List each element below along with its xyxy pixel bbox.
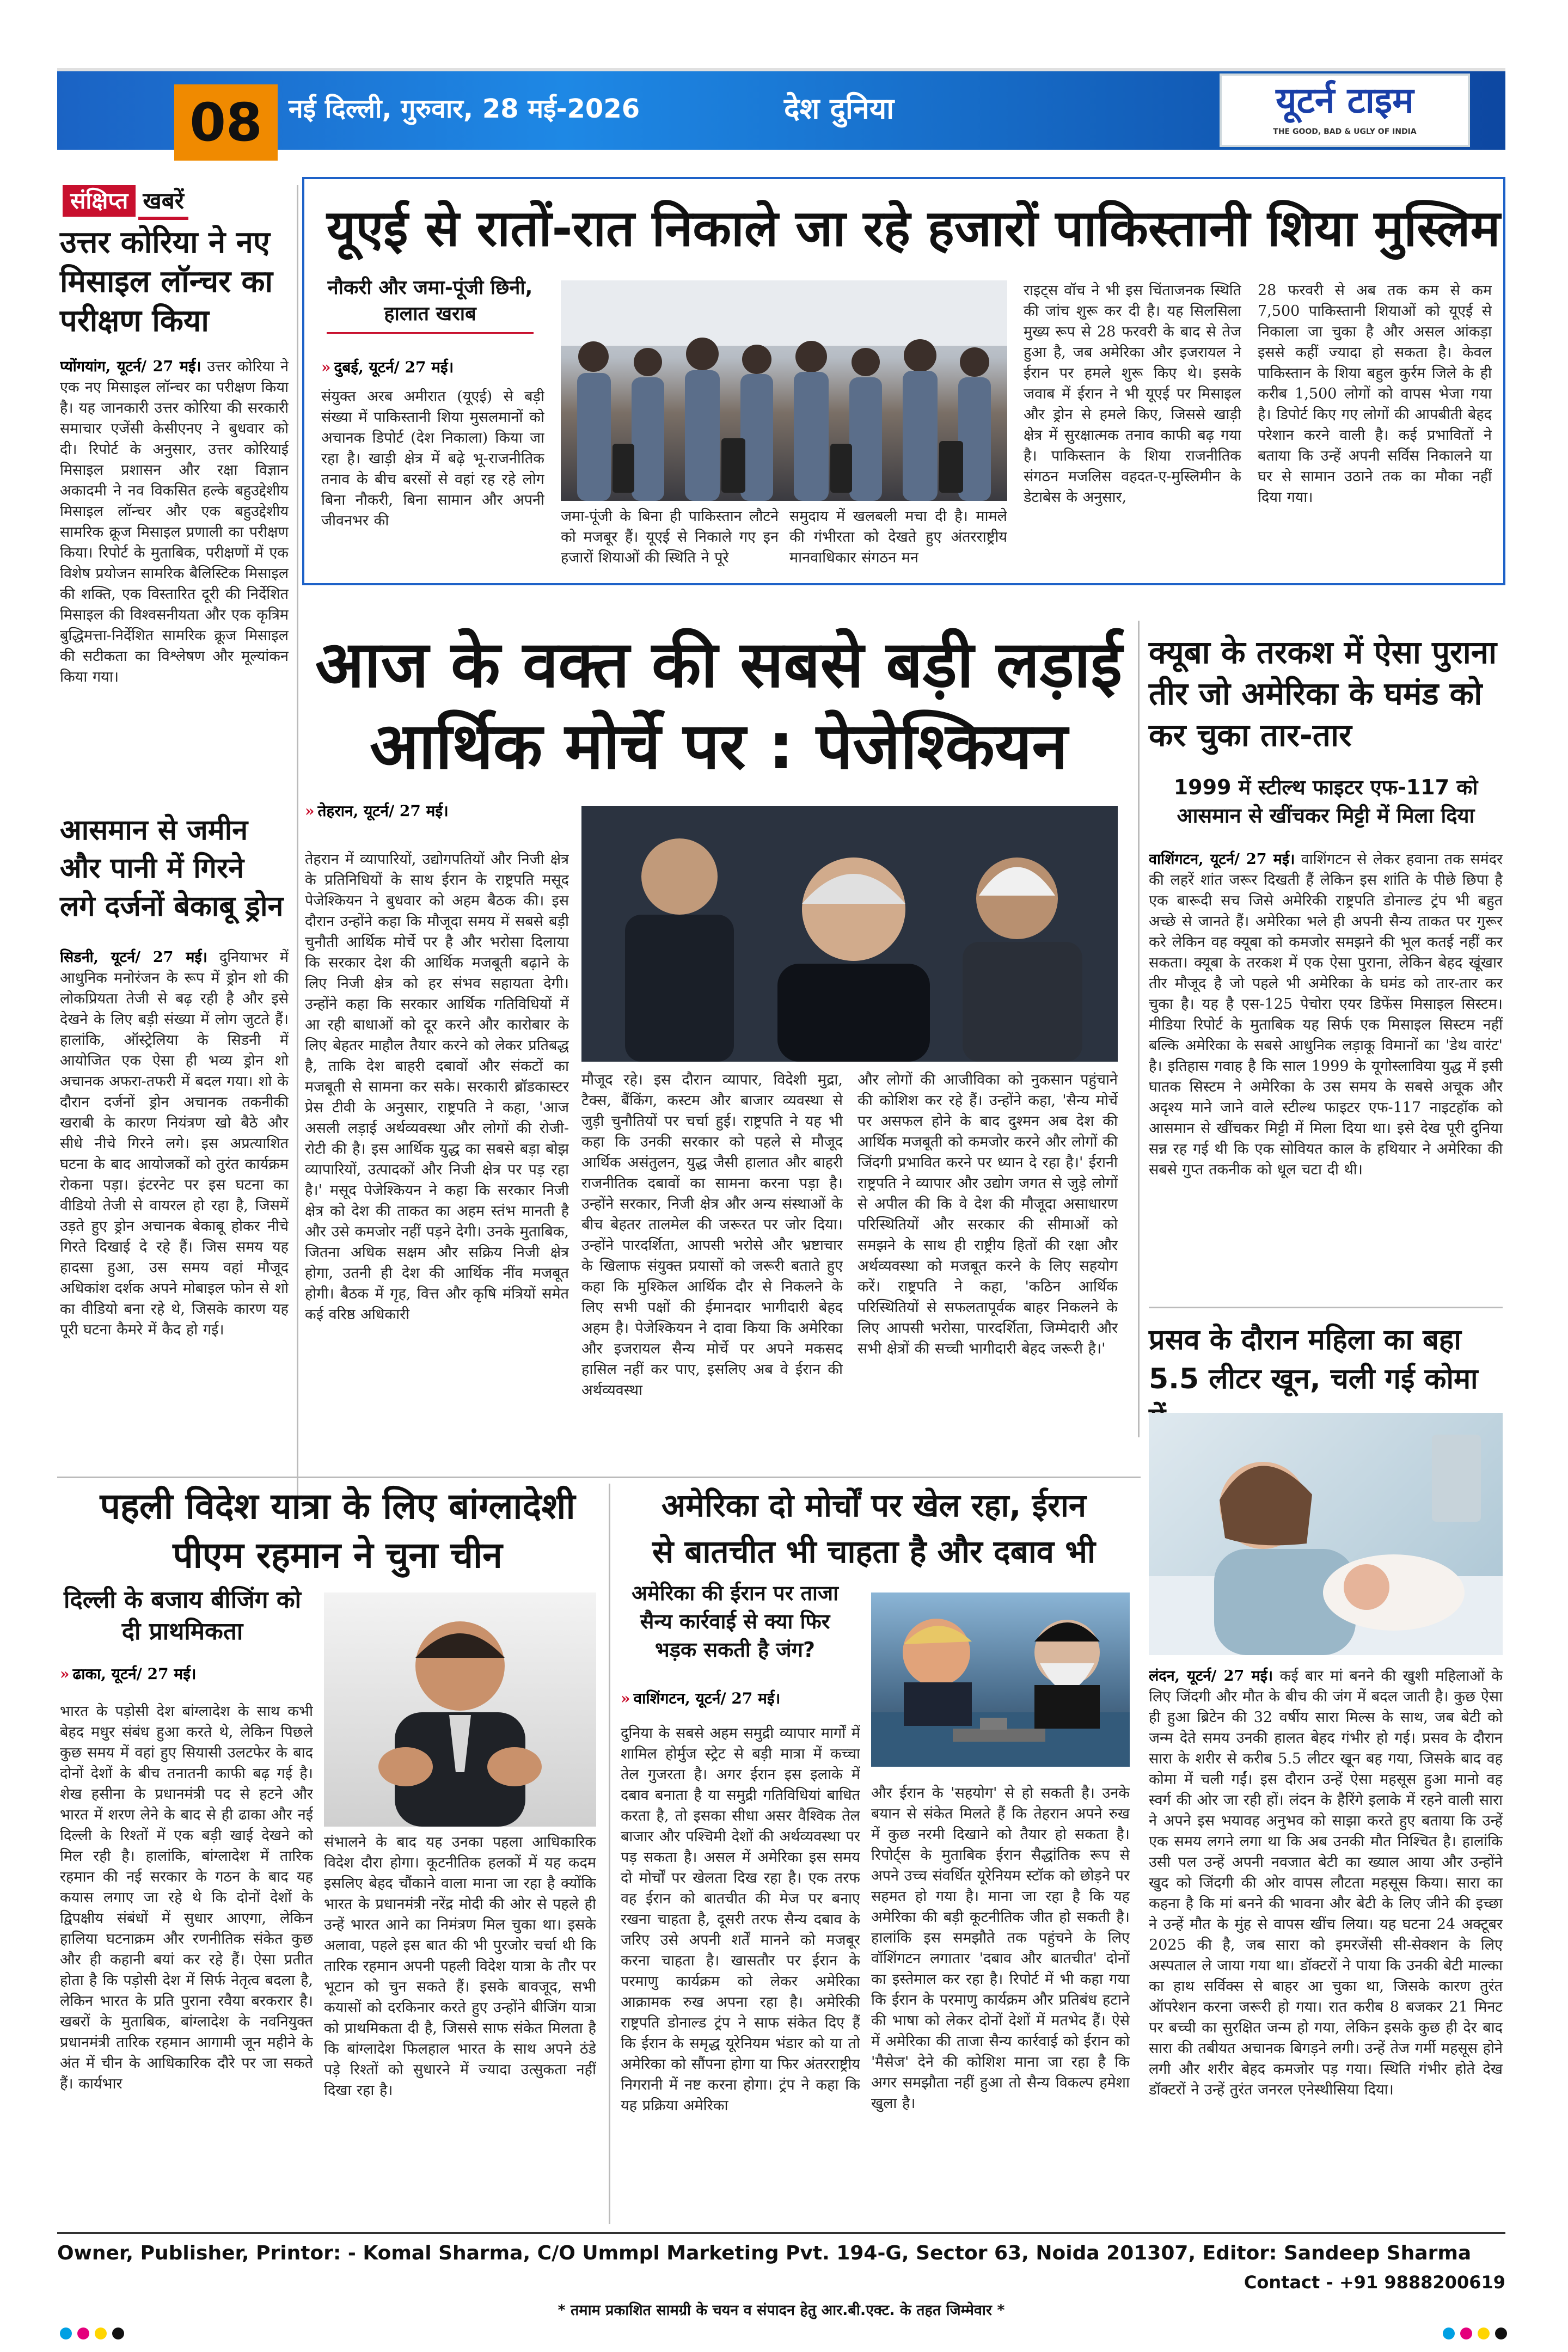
page-number: 08 xyxy=(189,92,262,153)
cuba-subhead: 1999 में स्टील्थ फाइटर एफ-117 को आसमान से खींचकर मिट्टी में मिला दिया xyxy=(1173,775,1478,828)
bangla-headline-1: पहली विदेश यात्रा के लिए बांग्लादेशी xyxy=(100,1485,575,1527)
brief-2-text: दुनियाभर में आधुनिक मनोरंजन के रूप में ड्रोन शो की लोकप्रियता तेजी से बढ़ रही है और इसे देखने के लिए बड़ी संख्या में लोग जुटते हैं। हालांकि, ऑस्ट्रेलिया के सिडनी में आयोजित एक ऐसा ही भव्य ड्रोन शो अचानक अफरा-तफरी में बदल गया। शो के दौरान दर्जनों ड्रोन अचानक तकनीकी खराबी के कारण नियंत्रण खो बैठे और सीधे नीचे गिरने लगे। इस अप्रत्याशित घटना के बाद आयोजकों को तुरंत कार्यक्रम रोकना पड़ा। इंटरनेट पर इस घटना का वीडियो तेजी से वायरल हो रहा है, जिसमें उड़ते हुए ड्रोन अचानक बेकाबू होकर नीचे गिरते दिखाई दे रहे हैं। जिस समय यह हादसा हुआ, उस समय वहां मौजूद अधिकांश दर्शक अपने मोबाइल फोन से शो का वीडियो बना रहे थे, जिसके कारण यह पूरी घटना कैमरे में कैद हो गई। xyxy=(60,949,289,1338)
bangla-iran-divider xyxy=(609,1484,610,2224)
us-iran-col1: दुनिया के सबसे अहम समुद्री व्यापार मार्गों में शामिल होर्मुज स्ट्रेट से बड़ी मात्रा में कच्चा तेल गुजरता है। अगर ईरान इस इलाके में दबाव बनाता है या समुद्री गतिविधियां बाधित करता है, तो इसका सीधा असर वैश्विक तेल बाजार और पश्चिमी देशों की अर्थव्यवस्था पर पड़ सकता है। असल में अमेरिका इस समय दो मोर्चों पर खेलता दिख रहा है। एक तरफ वह ईरान को बातचीत की मेज पर बनाए रखना चाहता है, दूसरी तरफ सैन्य दबाव के जरिए उसे अपनी शर्तें मानने को मजबूर करना चाहता है। खासतौर पर ईरान के परमाणु कार्यक्रम को लेकर अमेरिका आक्रामक रुख अपना रहा है। अमेरिकी राष्ट्रपति डोनाल्ड ट्रंप ने साफ संकेत दिए हैं कि ईरान के समृद्ध यूरेनियम भंडार को या तो अमेरिका को सौंपना होगा या फिर अंतरराष्ट्रीय निगरानी में नष्ट करना होगा। ट्रंप ने कहा कि यह प्रक्रिया अमेरिका xyxy=(621,1725,860,2114)
bangla-col1: भारत के पड़ोसी देश बांग्लादेश के साथ कभी बेहद मधुर संबंध हुआ करते थे, लेकिन पिछले कुछ समय में वहां हुए सियासी उलटफेर के बाद दोनों देशों के बीच तनातनी काफी बढ़ गई है। शेख हसीना के प्रधानमंत्री पद से हटने और भारत में शरण लेने के बाद से ही ढाका और नई दिल्ली के रिश्तों में एक बड़ी खाई देखने को मिल रही है। हालांकि, बांग्लादेश में तारिक रहमान की नई सरकार के गठन के बाद यह कयास लगाए जा रहे थे कि दोनों देशों के द्विपक्षीय संबंधों में सुधार आएगा, लेकिन हालिया घटनाक्रम और रणनीतिक संकेत कुछ और ही कहानी बयां कर रहे हैं। ऐसा प्रतीत होता है कि पड़ोसी देश में सिर्फ नेतृत्व बदला है, लेकिन भारत के प्रति पुराना रवैया बरकरार है। खबरों के मुताबिक, बांग्लादेश के नवनियुक्त प्रधानमंत्री तारिक रहमान आगामी जून महीने के अंत में चीन के आधिकारिक दौरे पर जा सकते हैं। कार्यभार xyxy=(60,1703,313,2092)
mid-story-col1: तेहरान में व्यापारियों, उद्योगपतियों और निजी क्षेत्र के प्रतिनिधियों के साथ ईरान के राष्ट्रपति मसूद पेजेश्कियन ने बुधवार को अहम बैठक की। इस दौरान उन्होंने कहा कि मौजूदा समय में सबसे बड़ी चुनौती आर्थिक मोर्चे पर है और भरोसा दिलाया कि सरकार देश की आर्थिक मजबूती बढ़ाने के लिए निजी क्षेत्र को हर संभव सहायता देगी। उन्होंने कहा कि सरकार आर्थिक गतिविधियों में आ रही बाधाओं को दूर करने और कारोबार के लिए बेहतर माहौल तैयार करने को लेकर प्रतिबद्ध है, ताकि देश बाहरी दबावों और संकटों का मजबूती से सामना कर सके। सरकारी ब्रॉडकास्टर प्रेस टीवी के अनुसार, राष्ट्रपति ने कहा, 'आज असली लड़ाई अर्थव्यवस्था और लोगों की रोजी-रोटी की है। इस आर्थिक युद्ध का सबसे बड़ा बोझ व्यापारियों, उत्पादकों और निजी क्षेत्र पर पड़ रहा है।' मसूद पेजेश्कियन ने कहा कि सरकार निजी क्षेत्र को देश की ताकत का अहम स्तंभ मानती है और उसे कमजोर नहीं पड़ने देगी। उनके मुताबिक, जितना अधिक सक्षम और सक्रिय निजी क्षेत्र होगा, उतनी ही देश की आर्थिक नींव मजबूत होगी। बैठक में गृह, वित्त और कृषि मंत्रियों समेत कई वरिष्ठ अधिकारी xyxy=(305,851,569,1323)
mother-baby-photo xyxy=(1149,1413,1503,1655)
mid-story-col3: और लोगों की आजीविका को नुकसान पहुंचाने की कोशिश कर रहे हैं। उन्होंने कहा, 'सैन्य मोर्चे पर असफल होने के बाद दुश्मन अब देश की आर्थिक मजबूती को कमजोर करने और लोगों की जिंदगी प्रभावित करने पर ध्यान दे रहा है।' ईरानी राष्ट्रपति ने व्यापार और उद्योग जगत से जुड़े लोगों से अपील की कि वे देश की मौजूदा असाधारण परिस्थितियों और सरकार की सीमाओं को समझने के साथ ही राष्ट्रीय हितों की रक्षा और अर्थव्यवस्था को मजबूत करने के लिए सहयोग करें। राष्ट्रपति ने कहा, 'कठिन आर्थिक परिस्थितियों से सफलतापूर्वक बाहर निकलने के लिए आपसी भरोसा, पारदर्शिता, जिम्मेदारी और सभी क्षेत्रों की सच्ची भागीदारी बेहद जरूरी है।' xyxy=(857,1071,1118,1357)
contact-line: Contact - +91 9888200619 xyxy=(1244,2272,1505,2293)
mid-right-divider xyxy=(1138,621,1140,1437)
top-story-col2b: समुदाय में खलबली मचा दी है। मामले की गंभीरता को देखते हुए अंतरराष्ट्रीय मानवाधिकार संगठन मन xyxy=(789,508,1007,566)
bangla-dateline: » ढाका, यूटर्न/ 27 मई। xyxy=(60,1665,197,1683)
brief-2-headline: आसमान से जमीन और पानी में गिरने लगे दर्जनों बेकाबू ड्रोन xyxy=(60,814,284,923)
logo-tagline: THE GOOD, BAD & UGLY OF INDIA xyxy=(1273,127,1417,136)
us-iran-headline-1: अमेरिका दो मोर्चों पर खेल रहा, ईरान xyxy=(661,1487,1087,1524)
mid-story-col2: मौजूद रहे। इस दौरान व्यापार, विदेशी मुद्रा, टैक्स, बैंकिंग, कस्टम और बाजार व्यवस्था से जुड़ी चुनौतियों पर चर्चा हुई। राष्ट्रपति ने यह भी कहा कि उनकी सरकार को पहले से मौजूद आर्थिक असंतुलन, युद्ध जैसी हालात और बाहरी राजनीतिक दबावों का सामना करना पड़ा है। उन्होंने सरकार, निजी क्षेत्र और अन्य संस्थाओं के बीच बेहतर तालमेल की जरूरत पर जोर दिया। उन्होंने पारदर्शिता, आपसी भरोसे और भ्रष्टाचार के खिलाफ संयुक्त प्रयासों को जरूरी बताते हुए कहा कि मुश्किल आर्थिक दौर से निकलने के लिए सभी पक्षों की ईमानदार भागीदारी बेहद अहम है। पेजेश्कियन ने दावा किया कि अमेरिका और इजरायल सैन्य मोर्चे पर अपने मकसद हासिल नहीं कर पाए, इसलिए अब वे ईरान की अर्थव्यवस्था xyxy=(581,1071,843,1399)
reg-dot xyxy=(60,2328,72,2339)
brief-label-red: संक्षिप्त xyxy=(63,185,136,217)
cuba-body xyxy=(1149,849,1503,1328)
us-iran-col2: और ईरान के 'सहयोग' से हो सकती है। उनके बयान से संकेत मिलते हैं कि तेहरान अपने रुख में कुछ नरमी दिखाने को तैयार हो सकता है। रिपोर्ट्स के मुताबिक ईरान सैद्धांतिक रूप से अपने उच्च संवर्धित यूरेनियम स्टॉक को छोड़ने पर सहमत हो गया है। माना जा रहा है कि यह अमेरिका की बड़ी कूटनीतिक जीत हो सकती है। हालांकि इस समझौते तक पहुंचने के लिए वॉशिंगटन लगातार 'दबाव और बातचीत' दोनों का इस्तेमाल कर रहा है। रिपोर्ट में भी कहा गया कि ईरान के परमाणु कार्यक्रम और प्रतिबंध हटाने की भाषा को लेकर दोनों देशों में मतभेद हैं। ऐसे में अमेरिका की ताजा सैन्य कार्रवाई को ईरान को 'मैसेज' देने की कोशिश माना जा रहा है कि अगर समझौता नहीं हुआ तो सैन्य विकल्प हमेशा खुला है। xyxy=(871,1785,1130,2112)
top-story-col3: राइट्स वॉच ने भी इस चिंताजनक स्थिति की जांच शुरू कर दी है। यह सिलसिला मुख्य रूप से 28 फरवरी के बाद से तेज हुआ है, जब अमेरिका और इजरायल ने ईरान पर हमले शुरू किए थे। इसके जवाब में ईरान ने भी यूएई पर मिसाइल और ड्रोन से हमले किए, जिससे खाड़ी क्षेत्र में सुरक्षात्मक तनाव काफी बढ़ गया है। पाकिस्तान के शिया राजनीतिक संगठन मजलिस वहदत-ए-मुस्लिमीन के डेटाबेस के अनुसार, xyxy=(1024,282,1241,506)
brief-label-black: खबरें xyxy=(138,185,188,220)
top-story-col2a: जमा-पूंजी के बिना ही पाकिस्तान लौटने को मजबूर हैं। यूएई से निकाले गए इन हजारों शियाओं की स्थिति ने पूरे xyxy=(561,508,779,566)
top-story-dateline: » दुबई, यूटर्न/ 27 मई। xyxy=(321,358,454,376)
top-story-headline: यूएई से रातों-रात निकाले जा रहे हजारों पाकिस्तानी शिया मुस्लिम xyxy=(327,199,1500,258)
top-story-sub-underline xyxy=(327,332,534,334)
brief-label xyxy=(63,185,286,218)
deportation-photo xyxy=(561,280,1007,501)
us-iran-headline-2: से बातचीत भी चाहता है और दबाव भी xyxy=(652,1533,1096,1570)
top-story-col1: संयुक्त अरब अमीरात (यूएई) से बड़ी संख्या में पाकिस्तानी शिया मुसलमानों को अचानक डिपोर्ट (देश निकाला) किया जा रहा है। खाड़ी क्षेत्र में बढ़े भू-राजनीतिक तनाव के बीच बरसों से वहां रह रहे लोग बिना नौकरी, बिना सामान और अपनी जीवनभर की xyxy=(321,388,544,529)
edition-date: नई दिल्ली, गुरुवार, 28 मई-2026 xyxy=(289,94,640,124)
pezeshkian-photo xyxy=(581,806,1118,1062)
pregnancy-text: कई बार मां बनने की खुशी महिलाओं के लिए जिंदगी और मौत के बीच की जंग में बदल जाती है। कुछ ऐसा ही हुआ ब्रिटेन की 32 वर्षीय सारा मिल्स के साथ, जब बेटी को जन्म देते समय उनकी हालत बेहद गंभीर हो गई। प्रसव के दौरान सारा के शरीर से करीब 5.5 लीटर खून बह गया, जिसके बाद वह कोमा में चली गईं। इस दौरान उन्हें ऐसा महसूस हुआ मानो वह स्वर्ग की ओर जा रही हों। लंदन के हैरिंगे इलाके में रहने वाली सारा ने अपने इस भयावह अनुभव को साझा करते हुए बताया कि उन्हें एक समय लगने लगा था कि अब उनकी मौत निश्चित है। हालांकि उसी पल उन्हें अपनी नवजात बेटी का ख्याल आया और उन्होंने खुद को जिंदगी की ओर वापस लौटता महसूस किया। सारा का कहना है कि मां बनने की भावना और बेटी के लिए जीने की इच्छा ने उन्हें मौत के मुंह से वापस खींच लिया। यह घटना 24 अक्टूबर 2025 की है, जब सारा को इमरजेंसी सी-सेक्शन के लिए अस्पताल ले जाया गया था। डॉक्टरों ने पाया कि उनकी बेटी माल्का का हाथ सर्विक्स से बाहर आ चुका था, जिसके कारण तुरंत ऑपरेशन करना जरूरी हो गया। रात करीब 8 बजकर 21 मिनट पर बच्ची का सुरक्षित जन्म हो गया, लेकिन इसके कुछ ही देर बाद सारा की तबीयत अचानक बिगड़ने लगी। उन्हें तेज गर्मी महसूस होने लगी और शरीर बेहद कमजोर पड़ गया। स्थिति गंभीर होते देख डॉक्टरों ने उन्हें तुरंत जनरल एनेस्थीसिया दिया। xyxy=(1149,1668,1503,2098)
pregnancy-dateline: लंदन, यूटर्न/ 27 मई। xyxy=(1149,1668,1273,1685)
bangla-col2: संभालने के बाद यह उनका पहला आधिकारिक विदेश दौरा होगा। कूटनीतिक हलकों में यह कदम इसलिए बेहद चौंकाने वाला माना जा रहा है क्योंकि भारत के प्रधानमंत्री नरेंद्र मोदी की ओर से पहले ही उन्हें भारत आने का निमंत्रण मिल चुका था। इसके अलावा, पहले इस बात की भी पुरजोर चर्चा थी कि तारिक रहमान अपनी पहली विदेश यात्रा के तौर पर भूटान को चुन सकते हैं। इसके बावजूद, सभी कयासों को दरकिनार करते हुए उन्होंने बीजिंग यात्रा को प्राथमिकता दी है, जिससे साफ संकेत मिलता है कि बांग्लादेश फिलहाल भारत के साथ अपने ठंडे पड़े रिश्तों को सुधारने में ज्यादा उत्सुकता नहीं दिखा रहा है। xyxy=(324,1834,596,2099)
tarique-rahman-photo xyxy=(324,1592,596,1827)
newspaper-logo: यूटर्न टाइम xyxy=(1276,79,1414,121)
brief-1-headline: उत्तर कोरिया ने नए मिसाइल लॉन्चर का परीक्षण किया xyxy=(60,225,273,339)
leaders-ships-illustration xyxy=(871,1592,1130,1767)
reg-dot xyxy=(77,2328,89,2339)
reg-dot xyxy=(1460,2328,1472,2339)
brief-1-text: उत्तर कोरिया ने एक नए मिसाइल लॉन्चर का परीक्षण किया है। यह जानकारी उत्तर कोरिया की सरकारी समाचार एजेंसी केसीएनए ने बुधवार को दी। रिपोर्ट के अनुसार, उत्तर कोरियाई मिसाइल प्रशासन और रक्षा विज्ञान अकादमी ने नव विकसित हल्के बहुउद्देशीय मिसाइल लॉन्चर और एक बहुउद्देशीय सामरिक क्रूज मिसाइल प्रणाली का परीक्षण किया। रिपोर्ट के मुताबिक, परीक्षणों में एक विशेष प्रयोजन सामरिक बैलिस्टिक मिसाइल की शक्ति, एक विस्तारित दूरी की निर्देशित मिसाइल की विश्वसनीयता और एक कृत्रिम बुद्धिमत्ता-निर्देशित सामरिक क्रूज मिसाइल की सटीकता का विश्लेषण और मूल्यांकन किया गया। xyxy=(60,358,289,685)
left-column-divider xyxy=(297,185,298,1503)
reg-dot xyxy=(1495,2328,1507,2339)
brief-1-body xyxy=(60,357,289,787)
mid-story-dateline: » तेहरान, यूटर्न/ 27 मई। xyxy=(305,802,449,820)
us-iran-subhead: अमेरिका की ईरान पर ताजा सैन्य कार्रवाई से क्या फिर भड़क सकती है जंग? xyxy=(632,1581,838,1662)
disclaimer-line: * तमाम प्रकाशित सामग्री के चयन व संपादन हेतु आर.बी.एक्ट. के तहत जिम्मेवार * xyxy=(558,2302,1005,2319)
cuba-bottom-rule xyxy=(1149,1307,1503,1308)
footer-rule xyxy=(57,2232,1505,2234)
leader-illustration xyxy=(324,1592,596,1827)
reg-dot xyxy=(1478,2328,1490,2339)
section-title: देश दुनिया xyxy=(784,91,895,126)
reg-dot xyxy=(95,2328,107,2339)
mother-baby-illustration xyxy=(1149,1413,1503,1655)
brief-1-dateline: प्योंगयांग, यूटर्न/ 27 मई। xyxy=(60,358,201,375)
imprint-line: Owner, Publisher, Printor: - Komal Sharma, C/O Ummpl Marketing Pvt. 194-G, Sector 63, Noida 201307, Editor: Sandeep Sharma xyxy=(57,2242,1472,2264)
lower-divider xyxy=(57,1477,1141,1478)
brief-2-dateline: सिडनी, यूटर्न/ 27 मई। xyxy=(60,949,207,966)
top-story-col4: 28 फरवरी से अब तक कम से कम 7,500 पाकिस्तानी शियाओं को यूएई से निकाला जा चुका है और असल आंकड़ा इससे कहीं ज्यादा हो सकता है। केवल पाकिस्तान के शिया बहुल कुर्रम जिले के ही करीब 1,500 लोगों को वापस भेजा गया है। डिपोर्ट किए गए लोगों की आपबीती बेहद परेशान करने वाली है। कई प्रभावितों ने बताया कि उन्हें अपनी सर्विस निकालने या घर से सामान उठाने तक का मौका नहीं दिया गया। xyxy=(1258,282,1492,506)
cuba-headline: क्यूबा के तरकश में ऐसा पुराना तीर जो अमेरिका के घमंड को कर चुका तार-तार xyxy=(1149,634,1497,754)
reg-dot xyxy=(1443,2328,1455,2339)
reg-dot xyxy=(112,2328,124,2339)
mid-story-headline-2: आर्थिक मोर्चे पर : पेजेश्कियन xyxy=(370,708,1068,783)
trump-khamenei-photo xyxy=(871,1592,1130,1767)
mid-story-headline-1: आज के वक्त की सबसे बड़ी लड़ाई xyxy=(315,627,1123,702)
top-story-subhead: नौकरी और जमा-पूंजी छिनी, हालात खराब xyxy=(327,277,533,325)
brief-2-body xyxy=(60,947,289,1503)
pregnancy-headline: प्रसव के दौरान महिला का बहा 5.5 लीटर खून, चली गई कोमा xyxy=(1149,1324,1478,1395)
pregnancy-body xyxy=(1149,1666,1503,2210)
bangla-headline-2: पीएम रहमान ने चुना चीन xyxy=(173,1534,503,1576)
meeting-illustration xyxy=(581,806,1118,1062)
cuba-dateline: वाशिंगटन, यूटर्न/ 27 मई। xyxy=(1149,851,1295,868)
crowd-illustration xyxy=(561,280,1007,501)
cuba-text: वाशिंगटन से लेकर हवाना तक समंदर की लहरें शांत जरूर दिखती हैं लेकिन इस शांति के पीछे छिपा है एक बारूदी सच जिसे अमेरिकी राष्ट्रपति डोनाल्ड ट्रंप भी बहुत अच्छे से जानते हैं। अमेरिका भले ही अपनी सैन्य ताकत पर गुरूर करे लेकिन वह क्यूबा को कमजोर समझने की भूल कतई नहीं कर सकता। क्यूबा के तरकश में एक ऐसा पुराना, लेकिन बेहद खूंखार तीर मौजूद है जो पहले भी अमेरिका के घमंड को तार-तार कर चुका है। यह है एस-125 पेचोरा एयर डिफेंस मिसाइल सिस्टम। मीडिया रिपोर्ट के मुताबिक यह सिर्फ एक मिसाइल सिस्टम नहीं बल्कि अमेरिका के सबसे आधुनिक लड़ाकू विमानों का 'डेथ वारंट' है। इतिहास गवाह है कि साल 1999 के यूगोस्लाविया युद्ध में इसी घातक सिस्टम ने अमेरिका के उस समय के सबसे अचूक और अदृश्य माने जाने वाले स्टील्थ फाइटर एफ-117 नाइटहॉक को आसमान से खींचकर मिट्टी में मिला दिया था। इसे देख पूरी दुनिया सन्न रह गई थी कि एक सोवियत काल के हथियार ने अमेरिका की सबसे गुप्त तकनीक को धूल चटा दी थी। xyxy=(1149,851,1503,1178)
bangla-subhead: दिल्ली के बजाय बीजिंग को दी प्राथमिकता xyxy=(63,1586,302,1645)
us-iran-dateline: » वाशिंगटन, यूटर्न/ 27 मई। xyxy=(621,1689,781,1707)
